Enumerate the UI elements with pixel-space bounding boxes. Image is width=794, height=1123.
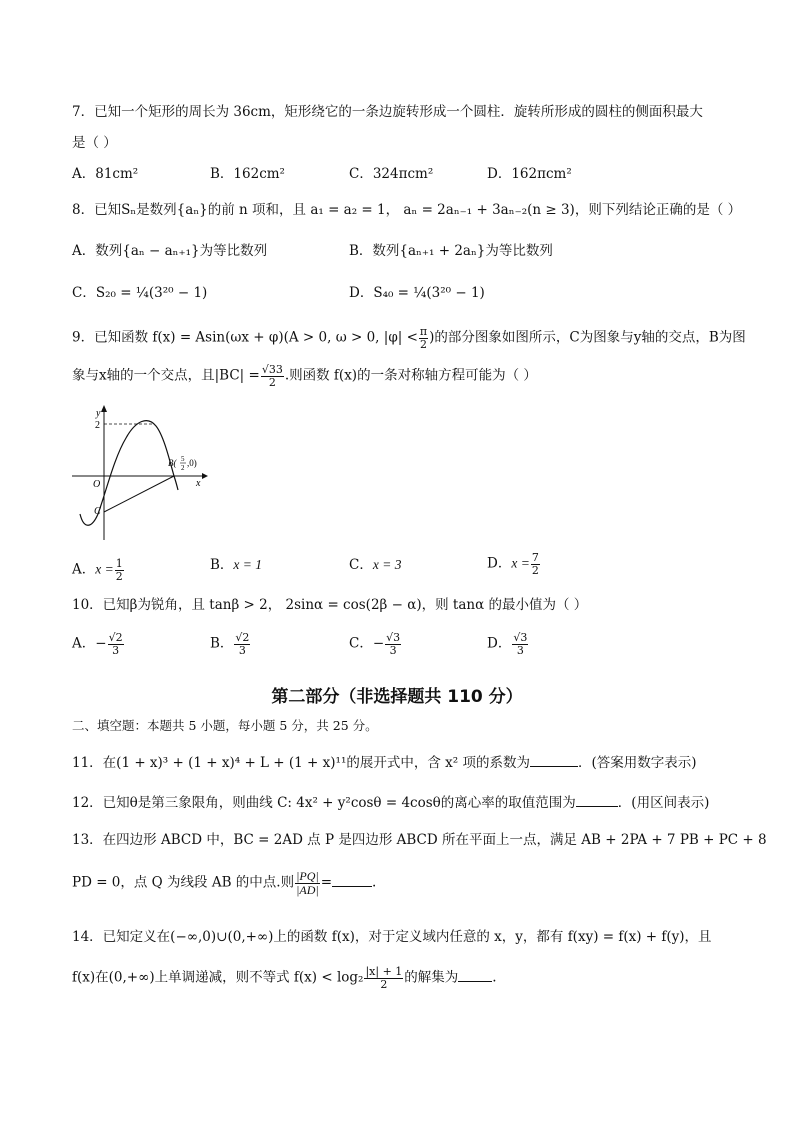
q10-stem: 10．已知β为锐角，且 tanβ > 2， 2sinα = cos(2β − α)，则 tanα 的最小值为（ ） bbox=[72, 597, 588, 613]
point-b-label: B( bbox=[168, 458, 177, 468]
q8-option-a[interactable]: A．数列{aₙ − aₙ₊₁}为等比数列 bbox=[72, 243, 268, 259]
q9-stem-line1 bbox=[72, 326, 746, 350]
q7-stem-line1: 7．已知一个矩形的周长为 36cm，矩形绕它的一条边旋转形成一个圆柱．旋转所形成的圆柱的侧面积最大 bbox=[72, 104, 703, 120]
q9-option-c[interactable]: C．x = 3 bbox=[349, 557, 402, 573]
q14-answer-blank[interactable] bbox=[458, 969, 492, 982]
origin-label: O bbox=[93, 479, 101, 490]
q9-pi-over-2: $\frac{\pi}{2}$ bbox=[419, 325, 428, 351]
q10-option-d[interactable]: D． $\frac{√3}{3}$ bbox=[487, 631, 528, 657]
q13-ratio-fraction: $\frac{|PQ|}{|AD|}$ bbox=[296, 869, 319, 897]
q11-answer-blank[interactable] bbox=[530, 754, 578, 767]
y-tick-2: 2 bbox=[95, 420, 100, 431]
q10-option-b[interactable]: B． $\frac{√2}{3}$ bbox=[210, 631, 250, 657]
q14-log-fraction: $\frac{|x| + 1}{2}$ bbox=[365, 965, 403, 991]
q9-stem-line2-a: 象与x轴的一个交点，且|BC| = bbox=[72, 367, 260, 384]
q7-option-c[interactable]: C．324πcm² bbox=[349, 166, 434, 182]
q12-answer-blank[interactable] bbox=[576, 794, 618, 807]
q8-option-c[interactable]: C．S₂₀ = ¼(3²⁰ − 1) bbox=[72, 285, 208, 301]
q9-stem-line2 bbox=[72, 364, 537, 388]
q8-option-b[interactable]: B．数列{aₙ₊₁ + 2aₙ}为等比数列 bbox=[349, 243, 553, 259]
y-axis-label: y bbox=[96, 408, 101, 419]
q9-option-a[interactable]: A．x = $\frac{1}{2}$ bbox=[72, 557, 123, 583]
q9-function-graph bbox=[70, 402, 210, 542]
y-axis-arrow bbox=[101, 405, 107, 412]
q9-option-b[interactable]: B．x = 1 bbox=[210, 557, 263, 573]
q8-stem: 8．已知Sₙ是数列{aₙ}的前 n 项和，且 a₁ = a₂ = 1， aₙ = 2aₙ₋₁ + 3aₙ₋₂(n ≥ 3)，则下列结论正确的是（ ） bbox=[72, 202, 742, 218]
q13-answer-blank[interactable] bbox=[332, 874, 372, 887]
section-two-title: 第二部分（非选择题共 110 分） bbox=[271, 687, 523, 707]
point-c-label: C bbox=[94, 506, 101, 517]
x-axis-arrow bbox=[202, 473, 208, 479]
q11-stem: 11．在(1 + x)³ + (1 + x)⁴ + L + (1 + x)¹¹的展开式中，含 x² 项的系数为 ．(答案用数字表示) bbox=[72, 755, 697, 771]
q10-option-a[interactable]: A．− $\frac{√2}{3}$ bbox=[72, 631, 123, 657]
q7-option-a[interactable]: A．81cm² bbox=[72, 166, 139, 182]
q7-option-b[interactable]: B．162cm² bbox=[210, 166, 285, 182]
q14-stem-line2: f(x)在(0,+∞)上单调递减，则不等式 f(x) < log₂ $\frac{|x| + 1}{2}$ 的解集为 . bbox=[72, 965, 497, 991]
point-b-num: 5 bbox=[181, 455, 185, 463]
q10-option-c[interactable]: C．− $\frac{√3}{3}$ bbox=[349, 631, 401, 657]
fill-in-heading: 二、填空题：本题共 5 小题，每小题 5 分，共 25 分。 bbox=[72, 718, 378, 733]
segment-bc bbox=[104, 476, 174, 512]
q9-stem-line2-d: .则函数 f(x)的一条对称轴方程可能为（ ） bbox=[284, 367, 537, 384]
point-b-den: 2 bbox=[181, 464, 185, 472]
q8-option-d[interactable]: D．S₄₀ = ¼(3²⁰ − 1) bbox=[349, 285, 485, 301]
q7-option-d[interactable]: D．162πcm² bbox=[487, 166, 572, 182]
q9-bc-fraction: $\frac{√33}{2}$ bbox=[261, 363, 283, 389]
q13-stem-line2: PD = 0，点 Q 为线段 AB 的中点.则 $\frac{|PQ|}{|AD|}$ = . bbox=[72, 869, 377, 897]
q9-stem-line1-d: )的部分图象如图所示，C为图象与y轴的交点，B为图 bbox=[429, 329, 746, 346]
q13-stem-line1: 13．在四边形 ABCD 中，BC = 2AD 点 P 是四边形 ABCD 所在平面上一点，满足 AB + 2PA + 7 PB + PC + 8 bbox=[72, 832, 767, 848]
point-b-tail: ,0) bbox=[187, 458, 197, 468]
q7-stem-line2: 是（ ） bbox=[72, 135, 117, 151]
q9-stem-line1-a: 9．已知函数 f(x) = Asin(ωx + φ)(A > 0, ω > 0, |φ| < bbox=[72, 329, 418, 346]
q14-stem-line1: 14．已知定义在(−∞,0)∪(0,+∞)上的函数 f(x)，对于定义域内任意的 x，y，都有 f(xy) = f(x) + f(y)，且 bbox=[72, 929, 712, 945]
q9-option-d[interactable]: D．x = $\frac{7}{2}$ bbox=[487, 551, 539, 577]
q12-stem: 12．已知θ是第三象限角，则曲线 C: 4x² + y²cosθ = 4cosθ的离心率的取值范围为 ．(用区间表示) bbox=[72, 795, 710, 811]
x-axis-label: x bbox=[196, 478, 201, 489]
